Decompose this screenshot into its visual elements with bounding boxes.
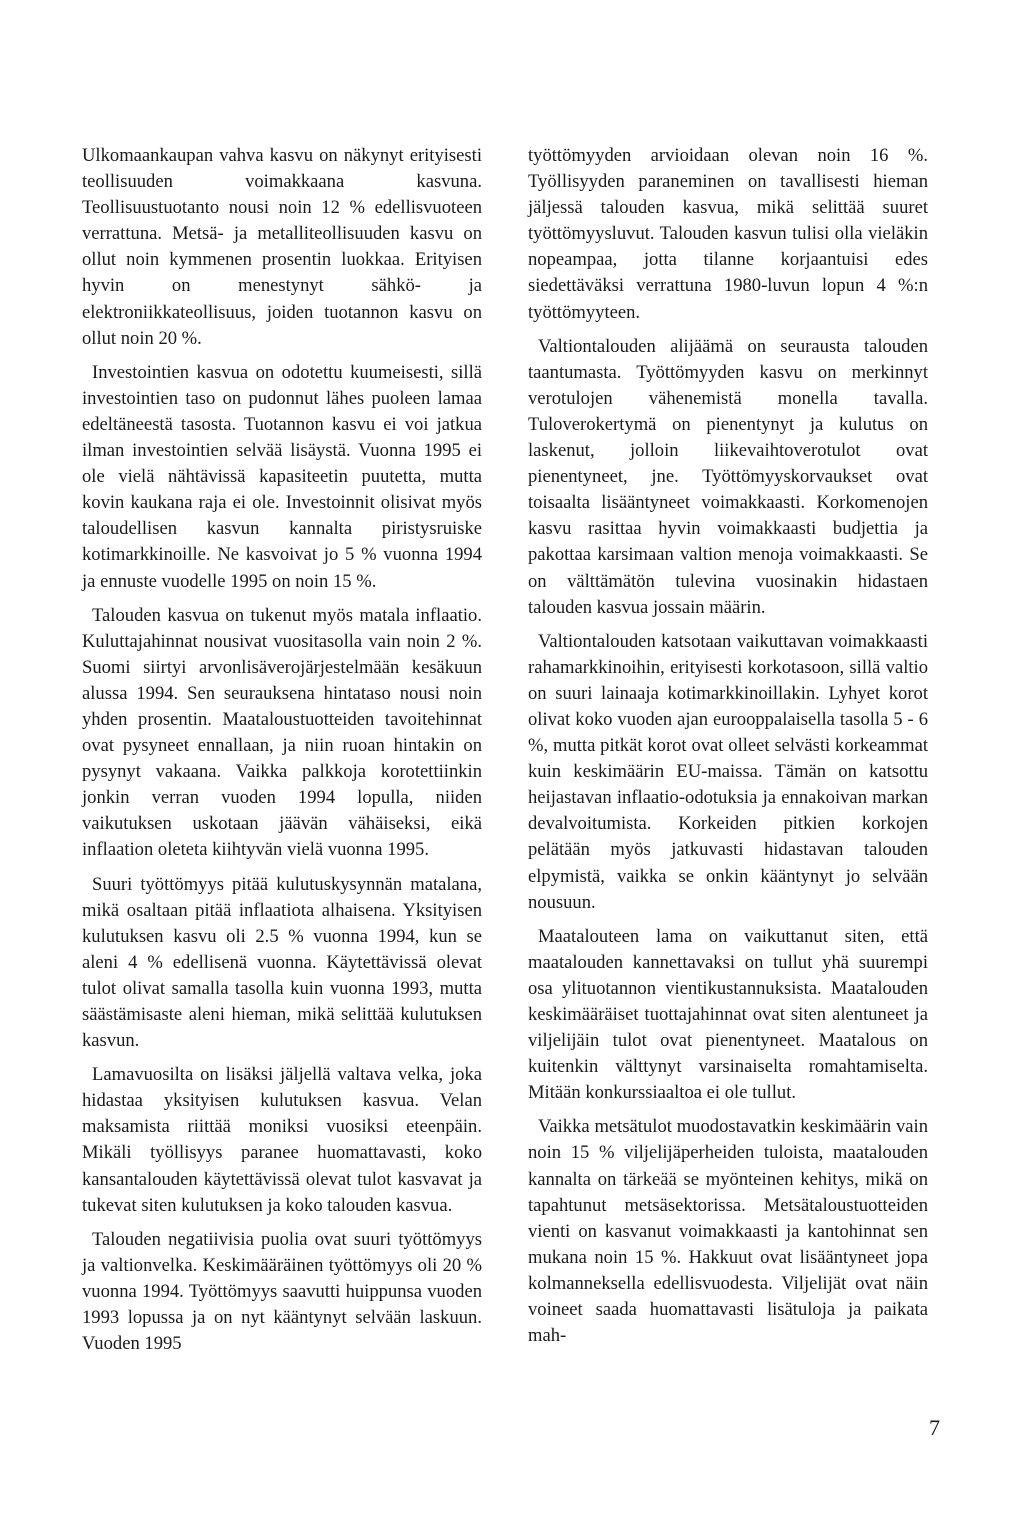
left-column [82,143,482,1365]
paragraph: Suuri työttömyys pitää kulutuskysynnän matalana, mikä osaltaan pitää inflaatiota alhaisena. Yksityisen kulutuksen kasvu oli 2.5 % vuonna 1994, kun se aleni 4 % edellisenä vuonna. Käytettävissä olevat tulot olivat samalla tasolla kuin vuonna 1993, mutta säästämisaste aleni hieman, mikä selittää kulutuksen kasvun. [82,873,482,1052]
paragraph: Valtiontalouden alijäämä on seurausta talouden taantumasta. Työttömyyden kasvu on merkinnyt verotulojen vähenemistä monella tavalla. Tuloverokertymä on pienentynyt ja kulutus on laskenut, jolloin liikevaihtoverotulot ovat pienentyneet, jne. Työttömyyskorvaukset ovat toisaalta lisääntyneet voimakkaasti. Korkomenojen kasvu rasittaa hyvin voimakkaasti budjettia ja pakottaa karsimaan valtion menoja voimakkaasti. Se on välttämätön tulevina vuosinakin hidastaen talouden kasvua jossain määrin. [528,335,928,618]
page-number: 7 [929,1415,940,1440]
paragraph: Talouden negatiivisia puolia ovat suuri työttömyys ja valtionvelka. Keskimääräinen työttömyys oli 20 % vuonna 1994. Työttömyys saavutti huippunsa vuoden 1993 lopussa ja on nyt kääntynyt selvään laskuun. Vuoden 1995 [82,1228,482,1355]
paragraph: Investointien kasvua on odotettu kuumeisesti, sillä investointien taso on pudonnut lähes puoleen lamaa edeltäneestä tasosta. Tuotannon kasvu ei voi jatkua ilman investointien selvää lisäystä. Vuonna 1995 ei ole vielä nähtävissä kapasiteetin puutetta, mutta kovin kaukana raja ei ole. Investoinnit olisivat myös taloudellisen kasvun kannalta piristysruiske kotimarkkinoille. Ne kasvoivat jo 5 % vuonna 1994 ja ennuste vuodelle 1995 on noin 15 %. [82,361,482,592]
paragraph: Talouden kasvua on tukenut myös matala inflaatio. Kuluttajahinnat nousivat vuositasolla vain noin 2 %. Suomi siirtyi arvonlisäverojärjestelmään kesäkuun alussa 1994. Sen seurauksena hintataso nousi noin yhden prosentin. Maataloustuotteiden tavoitehinnat ovat pysyneet ennallaan, ja niin ruoan hintakin on pysynyt vakaana. Vaikka palkkoja korotettiinkin jonkin verran vuoden 1994 lopulla, niiden vaikutuksen uskotaan jäävän vähäiseksi, eikä inflaation oleteta kiihtyvän vielä vuonna 1995. [82,604,482,861]
right-column [528,143,928,1357]
paragraph: Lamavuosilta on lisäksi jäljellä valtava velka, joka hidastaa yksityisen kulutuksen kasvua. Velan maksamista riittää moniksi vuosiksi eteenpäin. Mikäli työllisyys paranee huomattavasti, koko kansantalouden käytettävissä olevat tulot kasvavat ja tukevat siten kulutuksen ja koko talouden kasvua. [82,1064,482,1216]
paragraph: työttömyyden arvioidaan olevan noin 16 %. Työllisyyden paraneminen on tavallisesti hieman jäljessä talouden kasvua, mikä selittää suuret työttömyysluvut. Talouden kasvun tulisi olla vieläkin nopeampaa, jotta tilanne korjaantuisi edes siedettäväksi verrattuna 1980-luvun lopun 4 %:n työttömyyteen. [528,145,928,323]
paragraph: Ulkomaankaupan vahva kasvu on näkynyt erityisesti teollisuuden voimakkaana kasvuna. Teollisuustuotanto nousi noin 12 % edellisvuoteen verrattuna. Metsä- ja metalliteollisuuden kasvu on ollut noin kymmenen prosentin luokkaa. Erityisen hyvin on menestynyt sähkö- ja elektroniikkateollisuus, joiden tuotannon kasvu on ollut noin 20 %. [82,145,482,349]
paragraph: Maatalouteen lama on vaikuttanut siten, että maatalouden kannettavaksi on tullut yhä suurempi osa ylituotannon vientikustannuksista. Maatalouden keskimääräiset tuottajahinnat ovat siten alentuneet ja viljelijäin tulot ovat pienentyneet. Maatalous on kuitenkin välttynyt varsinaiselta romahtamiselta. Mitään konkurssiaaltoa ei ole tullut. [528,925,928,1104]
paragraph: Vaikka metsätulot muodostavatkin keskimäärin vain noin 15 % viljelijäperheiden tuloista, maatalouden kannalta on tärkeää se myönteinen kehitys, mikä on tapahtunut metsäsektorissa. Metsätaloustuotteiden vienti on kasvanut voimakkaasti ja kantohinnat sen mukana noin 15 %. Hakkuut ovat lisääntyneet jopa kolmanneksella edellisvuodesta. Viljelijät ovat näin voineet saada huomattavasti lisätuloja ja paikata mah- [528,1116,928,1347]
paragraph: Valtiontalouden katsotaan vaikuttavan voimakkaasti rahamarkkinoihin, erityisesti korkotasoon, sillä valtio on suuri lainaaja kotimarkkinoillakin. Lyhyet korot olivat koko vuoden ajan eurooppalaisella tasolla 5 - 6 %, mutta pitkät korot ovat olleet selvästi korkeammat kuin keskimäärin EU-maissa. Tämän on katsottu heijastavan inflaatio-odotuksia ja ennakoivan markan devalvoitumista. Korkeiden pitkien korkojen pelätään myös jatkuvasti hidastavan talouden elpymistä, vaikka se onkin kääntynyt jo selvään nousuun. [528,630,928,913]
